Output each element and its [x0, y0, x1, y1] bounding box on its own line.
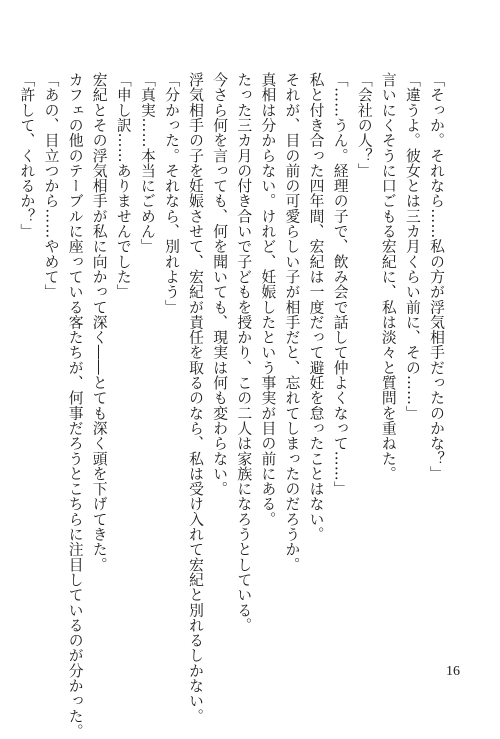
page-number: 16	[446, 664, 460, 679]
text-line: 「違うよ。彼女とは三カ月くらい前に、その……」	[403, 72, 421, 421]
text-line: 「真実……本当にごめん」	[138, 72, 156, 254]
text-line: 浮気相手の子を妊娠させて、宏紀が責任を取るのなら、私は受け入れて宏紀と別れるしかない。	[187, 72, 205, 724]
text-line: 「……うん。経理の子で、飲み会で話して仲よくなって……」	[331, 72, 349, 497]
text-line: 「分かった。それなら、別れよう」	[162, 72, 180, 315]
text-line: 言いにくそうに口ごもる宏紀に、私は淡々と質問を重ねた。	[379, 72, 397, 482]
text-line: 「あの、目立つから……やめて」	[42, 72, 60, 300]
text-line: 私と付き合った四年間、宏紀は一度だって避妊を怠ったことはない。	[307, 72, 325, 542]
text-line: 宏紀とその浮気相手が私に向かって深く――とても深く頭を下げてきた。	[90, 72, 108, 572]
text-line: 「申し訳……ありませんでした」	[114, 72, 132, 300]
text-line: たった三カ月の付き合いで子どもを授かり、この二人は家族になろうとしている。	[235, 72, 253, 633]
text-line: それが、目の前の可愛らしい子が相手だと、忘れてしまったのだろうか。	[283, 72, 301, 572]
text-line: 真相は分からない。けれど、妊娠したという事実が目の前にある。	[259, 72, 277, 527]
text-line: 今さら何を言っても、何を聞いても、現実は何も変わらない。	[211, 72, 229, 497]
text-line: 「そっか。それなら……私の方が浮気相手だったのかな？」	[428, 72, 445, 482]
text-line: カフェの他のテーブルに座っている客たちが、何事だろうとこちらに注目しているのが分かった。	[66, 72, 84, 739]
text-line: 「許して、くれるか？」	[18, 72, 36, 239]
text-line: 「会社の人？」	[355, 72, 373, 179]
vertical-text-body	[14, 72, 448, 739]
